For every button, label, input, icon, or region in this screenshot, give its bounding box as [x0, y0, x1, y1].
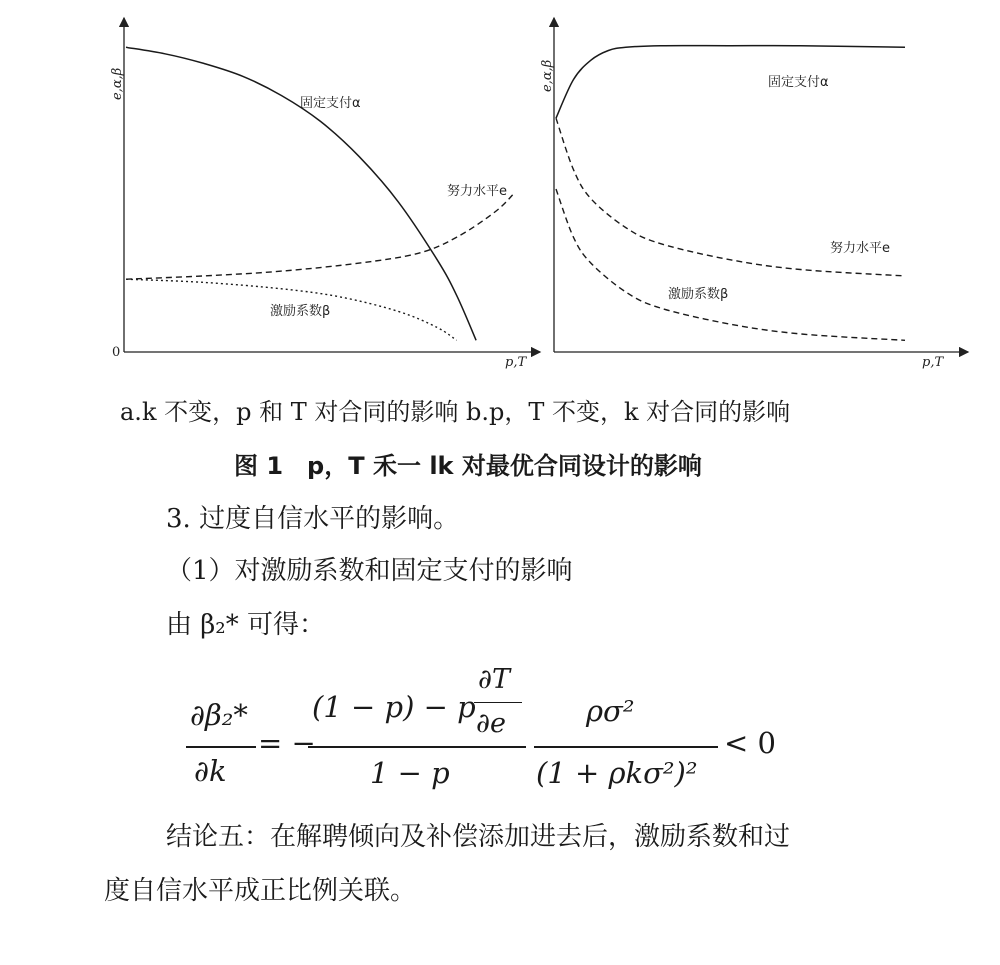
panel-a-beta-label: 激励系数β: [270, 304, 331, 319]
panel-a-e-label: 努力水平e: [447, 184, 507, 199]
panel-b-xlabel: p,T: [922, 355, 944, 370]
eq-equals-minus: = −: [258, 726, 316, 760]
eq-frac2-bar: [534, 746, 718, 748]
eq-rhs: < 0: [724, 726, 776, 760]
eq-lhs-bar: [186, 746, 256, 748]
conclusion-line-2: 度自信水平成正比例关联。: [104, 876, 417, 906]
panel-a-origin: 0: [112, 345, 121, 360]
panel-a-ylabel: e,α,β: [110, 67, 125, 100]
eq-lhs-den: ∂k: [194, 754, 227, 788]
para-section-3: 3. 过度自信水平的影响。: [166, 504, 460, 534]
para-subsection-1: （1）对激励系数和固定支付的影响: [166, 556, 573, 586]
eq-frac2-den: (1 + ρkσ²)²: [536, 756, 698, 790]
eq-frac1-inner-num: ∂T: [478, 664, 510, 695]
figure-caption: 图 1 p，T 禾一 lk 对最优合同设计的影响: [234, 452, 702, 480]
eq-lhs-num: ∂β₂*: [190, 698, 248, 732]
eq-frac2-num: ρσ²: [586, 694, 635, 728]
figure-sub-caption: a.k 不变，p 和 T 对合同的影响 b.p，T 不变，k 对合同的影响: [120, 398, 791, 426]
panel-b-ylabel: e,α,β: [540, 59, 555, 92]
panel-b-beta-label: 激励系数β: [668, 287, 729, 302]
panel-b-alpha-label: 固定支付α: [768, 75, 829, 90]
panel-b-e-label: 努力水平e: [830, 241, 890, 256]
eq-frac1-inner-bar: [474, 702, 522, 703]
conclusion-line-1: 结论五：在解聘倾向及补偿添加进去后，激励系数和过: [166, 822, 791, 852]
para-derivation-intro: 由 β₂* 可得：: [166, 610, 325, 640]
eq-frac1-bar: [308, 746, 526, 748]
panel-a-xlabel: p,T: [505, 355, 527, 370]
eq-frac1-inner-den: ∂e: [476, 708, 506, 739]
panel-a-alpha-label: 固定支付α: [300, 96, 361, 111]
eq-frac1-num-a: (1 − p) − p: [312, 690, 476, 724]
eq-frac1-den: 1 − p: [370, 756, 450, 790]
